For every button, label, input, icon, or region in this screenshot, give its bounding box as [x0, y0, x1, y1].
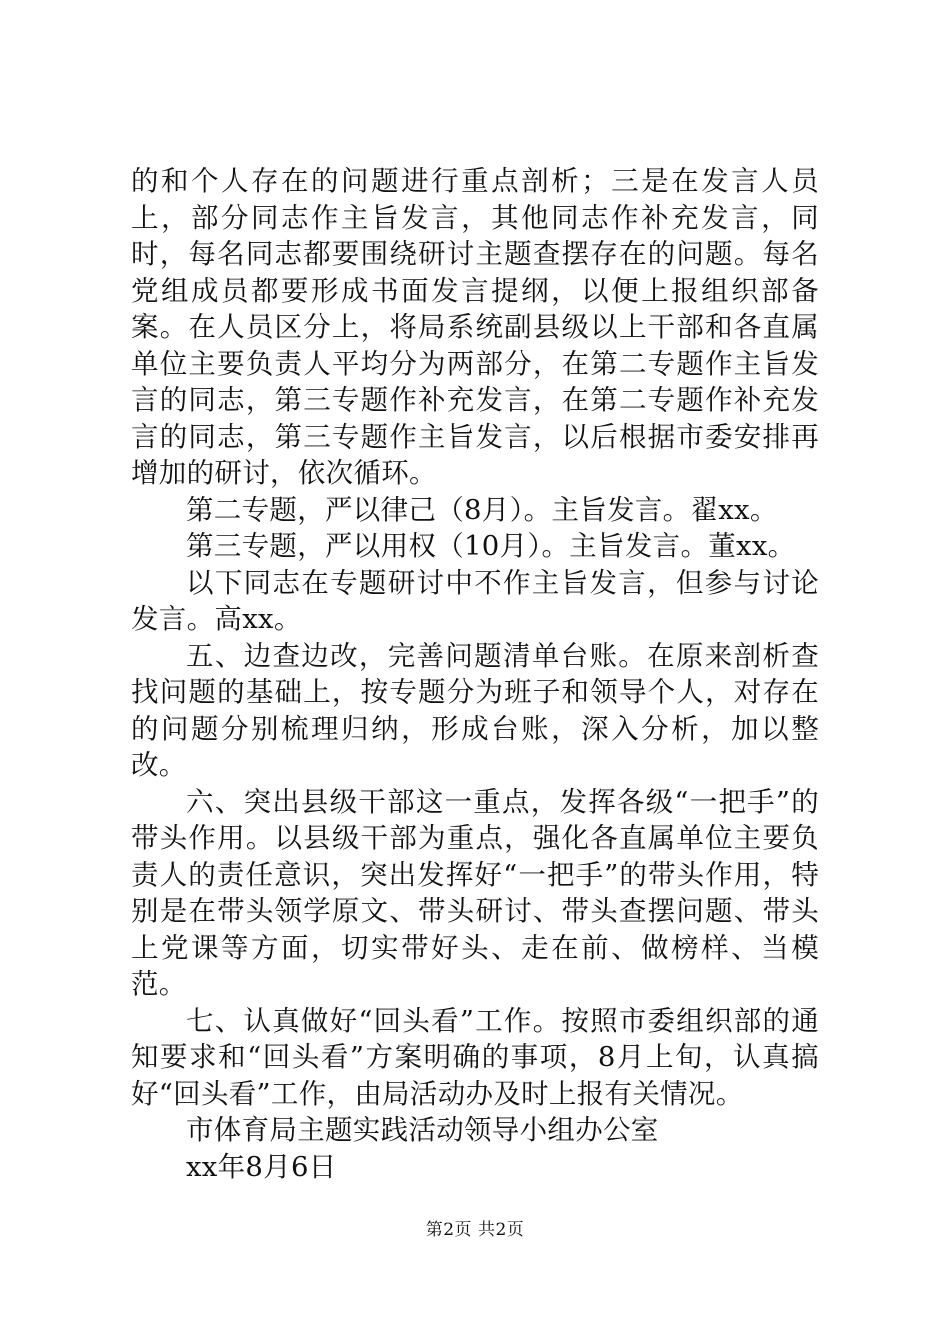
- signature-organization: 市体育局主题实践活动领导小组办公室: [186, 1114, 659, 1146]
- paragraph-participants: 以下同志在专题研讨中不作主旨发言，但参与讨论发言。高xx。: [131, 566, 819, 635]
- signature-date: xx年8月6日: [186, 1150, 337, 1183]
- page-number-footer: 第2页 共2页: [425, 1220, 525, 1240]
- paragraph-section-six: 六、突出县级干部这一重点，发挥各级“一把手”的带头作用。以县级干部为重点，强化各直属单位主要负责人的责任意识，突出发挥好“一把手”的带头作用，特别是在带头领学原文、带头研讨、带头查摆问题、带头上党课等方面，切实带好头、走在前、做榜样、当模范。: [131, 785, 819, 1000]
- document-body: [131, 163, 819, 1185]
- paragraph-continuation: 的和个人存在的问题进行重点剖析；三是在发言人员上，部分同志作主旨发言，其他同志作补充发言，同时，每名同志都要围绕研讨主题查摆存在的问题。每名党组成员都要形成书面发言提纲，以便上报组织部备案。在人员区分上，将局系统副县级以上干部和各直属单位主要负责人平均分为两部分，在第二专题作主旨发言的同志，第三专题作补充发言，在第二专题作补充发言的同志，第三专题作主旨发言，以后根据市委安排再增加的研讨，依次循环。: [131, 165, 819, 489]
- paragraph-section-seven: 七、认真做好“回头看”工作。按照市委组织部的通知要求和“回头看”方案明确的事项，8月上旬，认真搞好“回头看”工作，由局活动办及时上报有关情况。: [131, 1004, 819, 1110]
- paragraph-topic-three: 第三专题，严以用权（10月）。主旨发言。董xx。: [186, 530, 796, 562]
- paragraph-topic-two: 第二专题，严以律己（8月）。主旨发言。翟xx。: [186, 493, 778, 526]
- paragraph-section-five: 五、边查边改，完善问题清单台账。在原来剖析查找问题的基础上，按专题分为班子和领导个人，对存在的问题分别梳理归纳，形成台账，深入分析，加以整改。: [131, 639, 819, 781]
